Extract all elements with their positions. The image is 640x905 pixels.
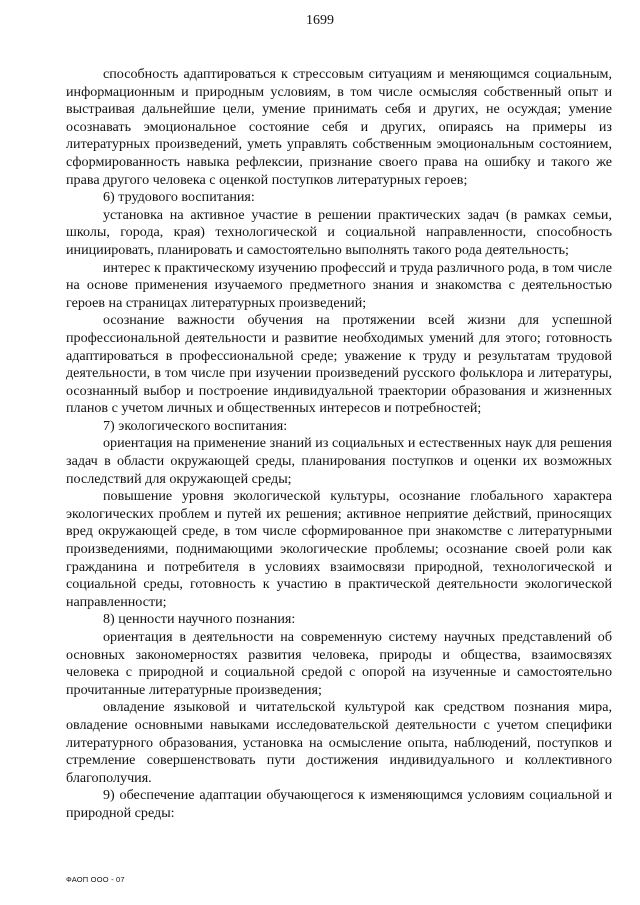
paragraph: установка на активное участие в решении практических задач (в рамках семьи, школы, города, края) технологической и социальной направленности, способность инициировать, планировать и самостоятельно выполнять такого рода деятельность; xyxy=(66,206,612,258)
section-heading: 8) ценности научного познания: xyxy=(103,611,296,628)
section-heading: 6) трудового воспитания: xyxy=(103,189,255,206)
page-number: 1699 xyxy=(306,13,334,28)
document-body xyxy=(66,66,612,823)
paragraph: 9) обеспечение адаптации обучающегося к изменяющимся условиям социальной и природной среды: xyxy=(66,787,612,821)
paragraph: овладение языковой и читательской культурой как средством познания мира, овладение основными навыками исследовательской деятельности с учетом специфики литературного образования, установка на осмысление опыта, наблюдений, поступков и стремление совершенствовать пути достижения индивидуального и коллективного благополучия. xyxy=(66,699,612,786)
paragraph: интерес к практическому изучению профессий и труда различного рода, в том числе на основе применения изучаемого предметного знания и знакомства с деятельностью героев на страницах литературных произведений; xyxy=(66,259,612,311)
paragraph: ориентация в деятельности на современную систему научных представлений об основных закономерностях развития человека, природы и общества, взаимосвязях человека с природной и социальной средой с опорой на изученные и самостоятельно прочитанные литературные произведения; xyxy=(66,629,612,698)
paragraph: ориентация на применение знаний из социальных и естественных наук для решения задач в области окружающей среды, планирования поступков и оценки их возможных последствий для окружающей среды; xyxy=(66,435,612,487)
paragraph: осознание важности обучения на протяжении всей жизни для успешной профессиональной деятельности и развитие необходимых умений для этого; готовность адаптироваться в профессиональной среде; уважение к труду и результатам трудовой деятельности, в том числе при изучении произведений русского фольклора и литературы, осознанный выбор и построение индивидуальной траектории образования и жизненных планов с учетом личных и общественных интересов и потребностей; xyxy=(66,312,612,417)
paragraph: способность адаптироваться к стрессовым ситуациям и меняющимся социальным, информационным и природным условиям, в том числе осмысляя собственный опыт и выстраивая дальнейшие цели, умение принимать себя и других, не осуждая; умение осознавать эмоциональное состояние себя и других, опираясь на примеры из литературных произведений, уметь управлять собственным эмоциональным состоянием, сформированность навыка рефлексии, признание своего права на ошибку и такого же права другого человека с оценкой поступков литературных героев; xyxy=(66,66,612,188)
paragraph: повышение уровня экологической культуры, осознание глобального характера экологических проблем и путей их решения; активное неприятие действий, приносящих вред окружающей среде, в том числе сформированное при знакомстве с литературными произведениями, поднимающими экологические проблемы; осознание своей роли как гражданина и потребителя в условиях взаимосвязи природной, технологической и социальной среды, готовность к участию в практической деятельности экологической направленности; xyxy=(66,488,612,610)
document-footer-code: ФАОП ООО - 07 xyxy=(66,875,125,884)
section-heading: 7) экологического воспитания: xyxy=(103,417,288,434)
